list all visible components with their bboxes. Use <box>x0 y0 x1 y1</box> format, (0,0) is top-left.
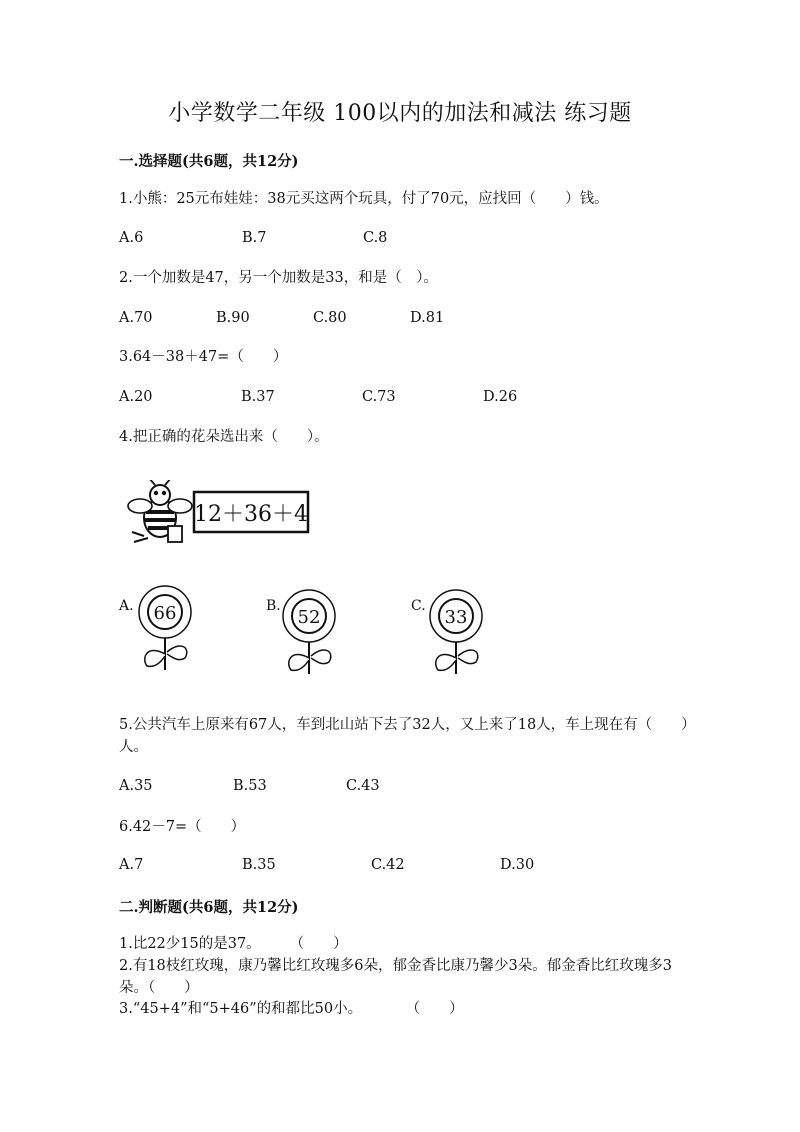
q3-option-b[interactable]: B.37 <box>241 389 275 405</box>
q6-option-a[interactable]: A.7 <box>119 857 144 873</box>
q4-option-b-label[interactable]: B. <box>266 598 281 614</box>
q5-option-a[interactable]: A.35 <box>119 778 153 794</box>
q1-option-a[interactable]: A.6 <box>119 230 144 246</box>
q1-option-c[interactable]: C.8 <box>363 230 388 246</box>
flower-a-number: 66 <box>153 603 177 624</box>
q6-option-c[interactable]: C.42 <box>371 857 405 873</box>
section-true-false-heading: 二.判断题(共6题，共12分) <box>119 899 299 916</box>
flower-b-number: 52 <box>297 607 321 628</box>
q3-option-c[interactable]: C.73 <box>362 389 396 405</box>
bee-with-expression-illustration <box>122 480 312 550</box>
q2-option-d[interactable]: D.81 <box>410 310 445 326</box>
flower-icon-a[interactable] <box>133 582 203 672</box>
question-4: 4.把正确的花朵选出来（ ）。 <box>119 429 329 445</box>
flower-icon-c[interactable] <box>424 586 494 676</box>
q4-option-a-label[interactable]: A. <box>119 598 134 614</box>
q2-option-c[interactable]: C.80 <box>313 310 347 326</box>
judgment-1: 1.比22少15的是37。 （ ） <box>119 936 348 952</box>
question-6: 6.42－7=（ ） <box>119 819 246 835</box>
q5-option-b[interactable]: B.53 <box>233 778 267 794</box>
addition-expression: 12＋36＋4 <box>194 502 308 527</box>
question-5: 5.公共汽车上原来有67人，车到北山站下去了32人，又上来了18人，车上现在有（ ）人。 <box>119 717 689 755</box>
judgment-3: 3.“45+4”和“5+46”的和都比50小。 （ ） <box>119 1001 464 1017</box>
q2-option-a[interactable]: A.70 <box>119 310 153 326</box>
q3-option-d[interactable]: D.26 <box>483 389 518 405</box>
q3-option-a[interactable]: A.20 <box>119 389 153 405</box>
judgment-2: 2.有18枝红玫瑰，康乃馨比红玫瑰多6朵，郁金香比康乃馨少3朵。郁金香比红玫瑰多3朵。（ ） <box>119 958 672 996</box>
flower-icon-b[interactable] <box>277 586 347 676</box>
q1-option-b[interactable]: B.7 <box>242 230 267 246</box>
question-1: 1.小熊：25元布娃娃：38元买这两个玩具，付了70元，应找回（ ）钱。 <box>119 191 609 207</box>
q2-option-b[interactable]: B.90 <box>216 310 250 326</box>
q6-option-b[interactable]: B.35 <box>242 857 276 873</box>
question-2: 2.一个加数是47，另一个加数是33，和是（ ）。 <box>119 270 438 286</box>
q4-option-c-label[interactable]: C. <box>411 598 426 614</box>
q5-option-c[interactable]: C.43 <box>346 778 380 794</box>
page-title: 小学数学二年级 100以内的加法和减法 练习题 <box>168 101 632 126</box>
question-3: 3.64－38＋47=（ ） <box>119 349 288 365</box>
flower-c-number: 33 <box>444 607 468 628</box>
section-multiple-choice-heading: 一.选择题(共6题，共12分) <box>119 153 299 170</box>
q6-option-d[interactable]: D.30 <box>500 857 535 873</box>
bee-icon <box>128 480 192 542</box>
